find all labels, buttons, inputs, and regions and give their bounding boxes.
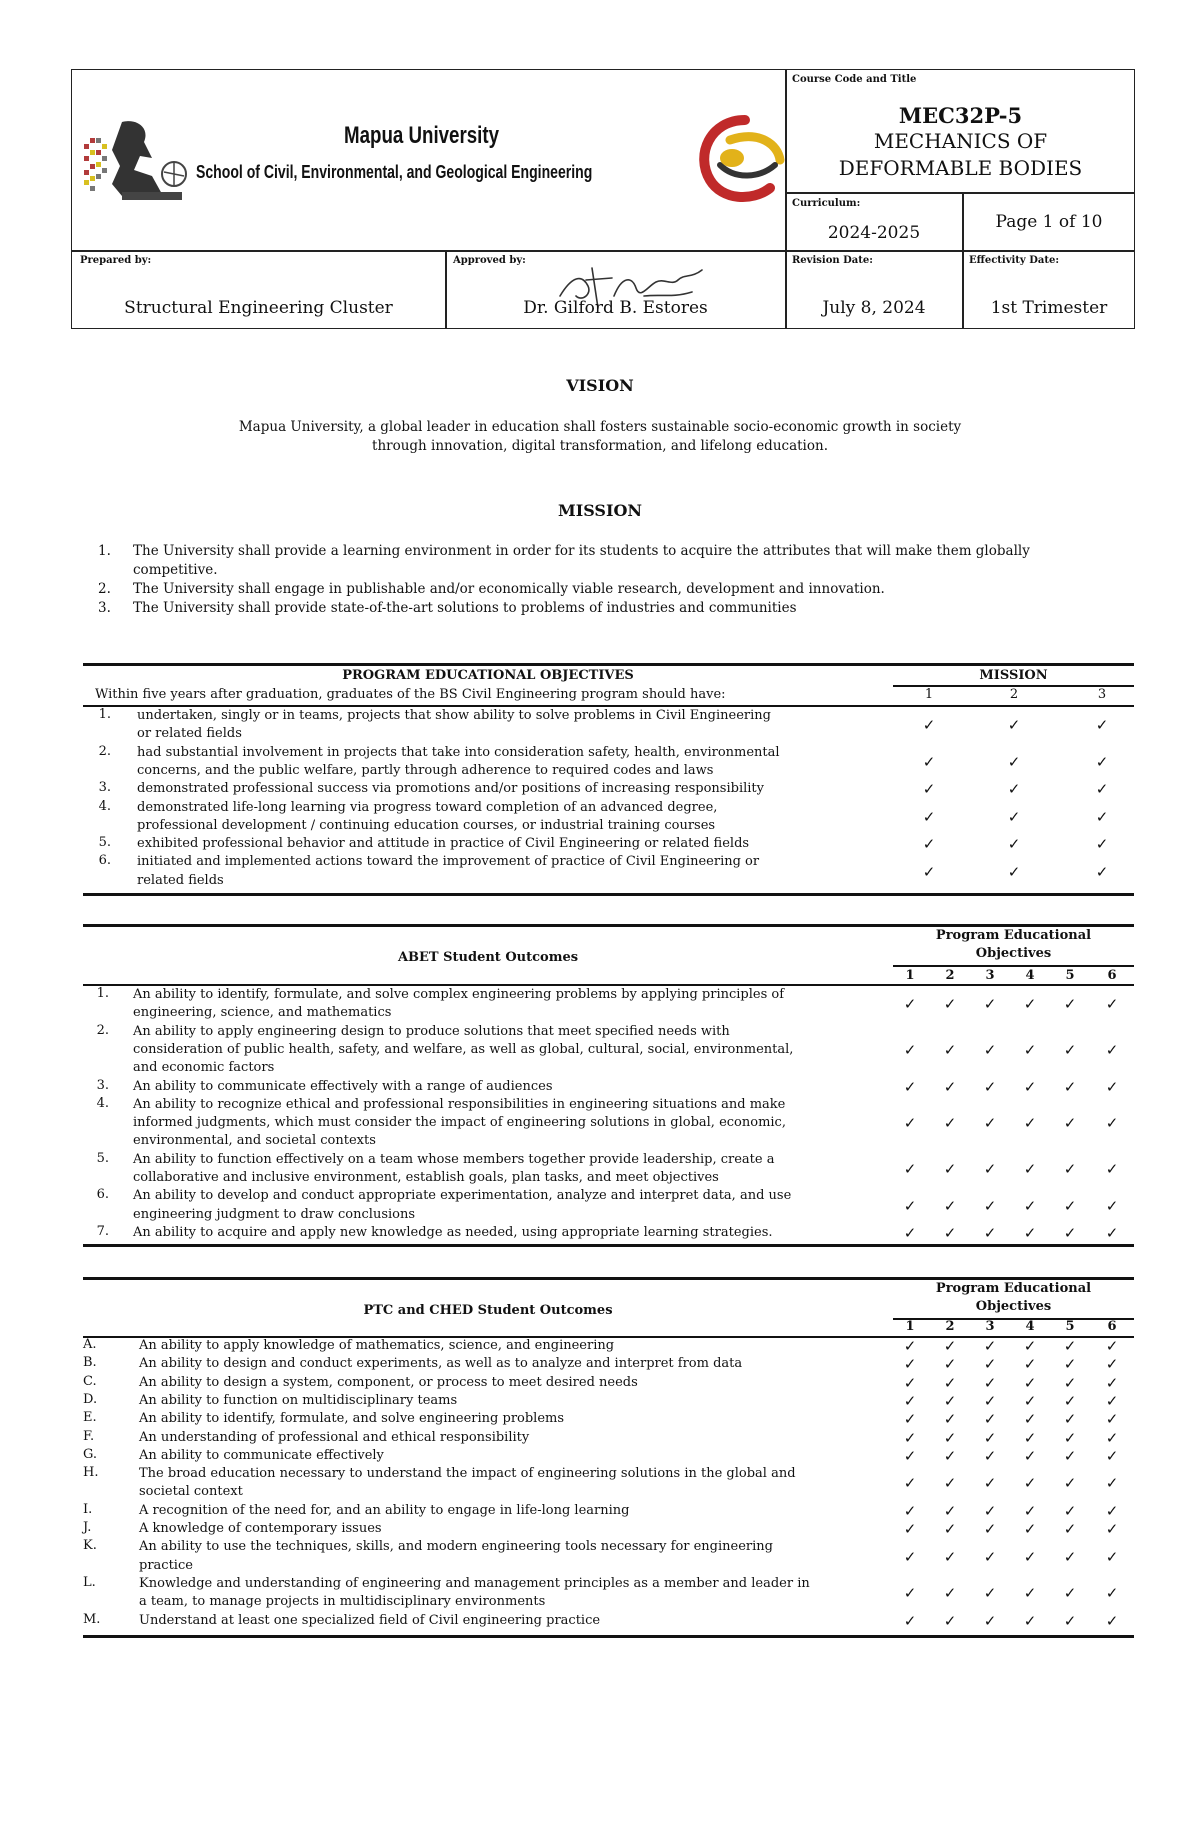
check-mark: ✓	[903, 1224, 917, 1243]
ptc-row-text: An ability to function on multidisciplinary teams	[139, 1392, 458, 1408]
check-mark: ✓	[922, 716, 936, 735]
check-mark: ✓	[1063, 1520, 1077, 1539]
ptc-row-number: B.	[83, 1355, 97, 1371]
check-mark: ✓	[1063, 1428, 1077, 1447]
vision-line1: Mapua University, a global leader in education shall fosters sustainable socio-economic growth in society	[238, 419, 962, 435]
check-mark: ✓	[903, 1160, 917, 1178]
ptc-col-6: 6	[1107, 1319, 1117, 1334]
check-mark: ✓	[1023, 1041, 1037, 1060]
abet-row-number: 7.	[96, 1223, 109, 1239]
check-mark: ✓	[922, 780, 936, 799]
check-mark: ✓	[903, 1520, 917, 1539]
abet-row-number: 2.	[96, 1022, 109, 1038]
check-mark: ✓	[1063, 1392, 1077, 1411]
ptc-col-1: 1	[905, 1319, 915, 1334]
ptc-row-number: A.	[83, 1337, 97, 1352]
check-mark: ✓	[922, 835, 936, 854]
check-mark: ✓	[983, 1611, 997, 1630]
check-mark: ✓	[1023, 1337, 1037, 1356]
check-mark: ✓	[903, 1373, 917, 1392]
check-mark: ✓	[922, 862, 936, 881]
check-mark: ✓	[1105, 1041, 1119, 1060]
approved-value: Dr. Gilford B. Estores	[523, 298, 708, 318]
check-mark: ✓	[1063, 1355, 1077, 1374]
check-mark: ✓	[983, 1373, 997, 1392]
check-mark: ✓	[1063, 1584, 1077, 1603]
check-mark: ✓	[1105, 1520, 1119, 1539]
ptc-row-number: G.	[83, 1446, 98, 1462]
check-mark: ✓	[943, 1611, 957, 1630]
check-mark: ✓	[983, 1224, 997, 1243]
school-name: School of Civil, Environmental, and Geological Engineering	[196, 162, 593, 182]
peo-row-text: related fields	[137, 872, 224, 888]
check-mark: ✓	[983, 1355, 997, 1374]
abet-row-number: 6.	[96, 1187, 109, 1203]
check-mark: ✓	[1023, 1392, 1037, 1411]
ptc-row-text: societal context	[139, 1484, 243, 1500]
curriculum-value: 2024-2025	[827, 223, 921, 243]
abet-row-text: An ability to identify, formulate, and solve complex engineering problems by applying principles of	[133, 987, 785, 1002]
check-mark: ✓	[1105, 1077, 1119, 1096]
check-mark: ✓	[1023, 1410, 1037, 1429]
check-mark: ✓	[1105, 1114, 1119, 1133]
ptc-row-text: An ability to communicate effectively	[139, 1447, 384, 1463]
abet-col-5: 5	[1065, 968, 1075, 983]
check-mark: ✓	[943, 1196, 957, 1215]
effectivity-value: 1st Trimester	[990, 298, 1108, 318]
ptc-row-number: L.	[83, 1574, 96, 1590]
peo-row-text: concerns, and the public welfare, partly through adherence to required codes and laws	[137, 762, 714, 778]
check-mark: ✓	[1095, 862, 1109, 881]
check-mark: ✓	[983, 1547, 997, 1566]
vision-line2: through innovation, digital transformation, and lifelong education.	[372, 438, 828, 454]
ptc-row-text: A knowledge of contemporary issues	[139, 1521, 382, 1536]
peo-mission-col-1: 1	[924, 687, 934, 702]
abet-col-3: 3	[985, 968, 995, 983]
ptc-col-4: 4	[1025, 1319, 1035, 1334]
ptc-row-text: practice	[139, 1557, 193, 1573]
check-mark: ✓	[1095, 807, 1109, 826]
check-mark: ✓	[1023, 1547, 1037, 1566]
check-mark: ✓	[983, 1501, 997, 1520]
check-mark: ✓	[943, 1077, 957, 1096]
check-mark: ✓	[1095, 780, 1109, 799]
check-mark: ✓	[903, 1584, 917, 1603]
ptc-peo-header-2: Objectives	[975, 1299, 1052, 1314]
check-mark: ✓	[1063, 1041, 1077, 1060]
check-mark: ✓	[943, 1410, 957, 1429]
check-mark: ✓	[1023, 1446, 1037, 1465]
check-mark: ✓	[1105, 1224, 1119, 1243]
check-mark: ✓	[943, 1041, 957, 1060]
check-mark: ✓	[1095, 835, 1109, 854]
peo-row-text: exhibited professional behavior and attitude in practice of Civil Engineering or related fields	[137, 836, 750, 852]
page-number: Page 1 of 10	[995, 212, 1103, 232]
vision-heading: VISION	[566, 376, 634, 395]
check-mark: ✓	[943, 1373, 957, 1392]
mission-heading: MISSION	[558, 501, 642, 520]
check-mark: ✓	[1105, 995, 1119, 1014]
ptc-row-number: D.	[83, 1391, 98, 1407]
check-mark: ✓	[1023, 1373, 1037, 1392]
effectivity-label: Effectivity Date:	[969, 255, 1060, 266]
mission-item: 3. The University shall provide state-of-the-art solutions to problems of industries and communities	[98, 600, 797, 616]
abet-row-text: An ability to recognize ethical and professional responsibilities in engineering situations and make	[133, 1096, 786, 1112]
ptc-title: PTC and CHED Student Outcomes	[363, 1303, 613, 1318]
check-mark: ✓	[943, 1446, 957, 1465]
check-mark: ✓	[1105, 1547, 1119, 1566]
check-mark: ✓	[1105, 1428, 1119, 1447]
ptc-row-text: A recognition of the need for, and an ability to engage in life-long learning	[139, 1502, 630, 1518]
check-mark: ✓	[1105, 1584, 1119, 1603]
check-mark: ✓	[1063, 1501, 1077, 1520]
revision-label: Revision Date:	[792, 255, 873, 266]
check-mark: ✓	[943, 1501, 957, 1520]
mission-item: 2. The University shall engage in publishable and/or economically viable research, development and innovation.	[98, 581, 885, 597]
abet-row-text: An ability to communicate effectively with a range of audiences	[133, 1078, 553, 1094]
swirl-emblem	[690, 110, 790, 206]
check-mark: ✓	[1063, 1160, 1077, 1178]
check-mark: ✓	[1023, 1224, 1037, 1243]
check-mark: ✓	[943, 1428, 957, 1447]
check-mark: ✓	[983, 1446, 997, 1465]
abet-row-number: 4.	[96, 1095, 109, 1111]
check-mark: ✓	[983, 1337, 997, 1356]
abet-row-text: consideration of public health, safety, and welfare, as well as global, cultural, social, environmental,	[133, 1041, 794, 1057]
check-mark: ✓	[1095, 716, 1109, 735]
check-mark: ✓	[1105, 1355, 1119, 1374]
check-mark: ✓	[1023, 1077, 1037, 1096]
check-mark: ✓	[1063, 1373, 1077, 1392]
check-mark: ✓	[1023, 1501, 1037, 1520]
check-mark: ✓	[983, 1041, 997, 1060]
check-mark: ✓	[1095, 752, 1109, 771]
check-mark: ✓	[983, 995, 997, 1014]
ptc-row-number: E.	[83, 1410, 97, 1426]
abet-col-4: 4	[1025, 968, 1035, 983]
abet-peo-header-1: Program Educational	[935, 928, 1092, 943]
check-mark: ✓	[903, 1114, 917, 1133]
approved-label: Approved by:	[453, 255, 526, 266]
check-mark: ✓	[1105, 1373, 1119, 1392]
peo-row-text: initiated and implemented actions toward the improvement of practice of Civil Engineering or	[137, 854, 760, 870]
ptc-table	[83, 1277, 1134, 1642]
check-mark: ✓	[1023, 1428, 1037, 1447]
check-mark: ✓	[903, 1392, 917, 1411]
check-mark: ✓	[1105, 1611, 1119, 1630]
check-mark: ✓	[943, 1337, 957, 1356]
check-mark: ✓	[1063, 1611, 1077, 1630]
check-mark: ✓	[922, 752, 936, 771]
check-mark: ✓	[903, 1410, 917, 1429]
check-mark: ✓	[943, 1520, 957, 1539]
check-mark: ✓	[1063, 995, 1077, 1014]
check-mark: ✓	[903, 1196, 917, 1215]
check-mark: ✓	[1105, 1446, 1119, 1465]
ptc-col-5: 5	[1065, 1319, 1075, 1334]
ptc-row-number: H.	[83, 1465, 99, 1481]
check-mark: ✓	[1063, 1410, 1077, 1429]
mission-item: 1. The University shall provide a learning environment in order for its students to acquire the attributes that will make them globally competitive.	[98, 543, 1030, 578]
peo-row-text: or related fields	[137, 726, 242, 742]
revision-value: July 8, 2024	[822, 298, 926, 318]
prepared-label: Prepared by:	[80, 255, 152, 266]
check-mark: ✓	[903, 1077, 917, 1096]
check-mark: ✓	[1105, 1474, 1119, 1493]
check-mark: ✓	[1063, 1337, 1077, 1356]
check-mark: ✓	[1007, 862, 1021, 881]
document-header	[71, 69, 1135, 329]
peo-row-text: undertaken, singly or in teams, projects that show ability to solve problems in Civil Engineering	[137, 708, 771, 723]
check-mark: ✓	[903, 1355, 917, 1374]
peo-table	[83, 663, 1134, 898]
check-mark: ✓	[903, 1337, 917, 1356]
abet-row-text: engineering judgment to draw conclusions	[133, 1206, 416, 1222]
check-mark: ✓	[1023, 1611, 1037, 1630]
check-mark: ✓	[1063, 1474, 1077, 1493]
check-mark: ✓	[1007, 716, 1021, 735]
check-mark: ✓	[1063, 1446, 1077, 1465]
ptc-row-number: M.	[83, 1611, 101, 1627]
check-mark: ✓	[983, 1410, 997, 1429]
peo-row-number: 5.	[98, 835, 111, 851]
ptc-row-number: K.	[83, 1538, 97, 1554]
peo-mission-header: MISSION	[979, 668, 1048, 683]
check-mark: ✓	[1105, 1160, 1119, 1178]
abet-row-text: engineering, science, and mathematics	[133, 1005, 392, 1021]
check-mark: ✓	[943, 1224, 957, 1243]
check-mark: ✓	[983, 1584, 997, 1603]
ptc-row-text: Understand at least one specialized field of Civil engineering practice	[139, 1612, 601, 1628]
check-mark: ✓	[903, 1041, 917, 1060]
ptc-row-text: An understanding of professional and ethical responsibility	[139, 1429, 530, 1445]
abet-table	[83, 924, 1134, 1249]
check-mark: ✓	[1023, 1196, 1037, 1215]
check-mark: ✓	[1007, 752, 1021, 771]
check-mark: ✓	[1007, 807, 1021, 826]
peo-row-text: demonstrated life-long learning via progress toward completion of an advanced degree,	[137, 799, 718, 815]
ptc-row-text: a team, to manage projects in multidisciplinary environments	[139, 1594, 546, 1610]
peo-row-number: 4.	[98, 798, 111, 814]
check-mark: ✓	[1105, 1196, 1119, 1215]
check-mark: ✓	[943, 995, 957, 1014]
check-mark: ✓	[1023, 1584, 1037, 1603]
check-mark: ✓	[903, 995, 917, 1014]
abet-row-number: 1.	[96, 986, 109, 1001]
peo-mission-col-2: 2	[1009, 687, 1019, 702]
check-mark: ✓	[1105, 1337, 1119, 1356]
peo-row-text: professional development / continuing education courses, or industrial training courses	[137, 817, 716, 833]
abet-title: ABET Student Outcomes	[397, 950, 579, 965]
ptc-row-text: An ability to identify, formulate, and solve engineering problems	[139, 1411, 565, 1427]
course-code-label: Course Code and Title	[792, 74, 917, 85]
course-code: MEC32P-5	[898, 103, 1023, 128]
abet-col-1: 1	[905, 968, 915, 983]
abet-peo-header-2: Objectives	[975, 946, 1052, 961]
check-mark: ✓	[1063, 1196, 1077, 1215]
abet-row-number: 3.	[96, 1077, 109, 1093]
check-mark: ✓	[1105, 1410, 1119, 1429]
check-mark: ✓	[1023, 1355, 1037, 1374]
check-mark: ✓	[903, 1446, 917, 1465]
check-mark: ✓	[1105, 1392, 1119, 1411]
ptc-col-3: 3	[985, 1319, 995, 1334]
check-mark: ✓	[983, 1196, 997, 1215]
peo-row-number: 2.	[98, 743, 111, 759]
check-mark: ✓	[983, 1077, 997, 1096]
check-mark: ✓	[943, 1355, 957, 1374]
check-mark: ✓	[1023, 1160, 1037, 1178]
check-mark: ✓	[983, 1428, 997, 1447]
abet-row-number: 5.	[96, 1150, 109, 1166]
check-mark: ✓	[922, 807, 936, 826]
ptc-col-2: 2	[945, 1319, 955, 1334]
check-mark: ✓	[1063, 1114, 1077, 1133]
university-logo	[82, 114, 192, 204]
peo-row-number: 3.	[98, 780, 111, 796]
peo-row-number: 6.	[98, 853, 111, 869]
ptc-row-number: F.	[83, 1428, 95, 1444]
abet-row-text: collaborative and inclusive environment, establish goals, plan tasks, and meet objectives	[133, 1170, 719, 1185]
ptc-row-text: An ability to design a system, component, or process to meet desired needs	[139, 1374, 638, 1390]
check-mark: ✓	[1023, 1520, 1037, 1539]
course-title-line1: MECHANICS OF	[873, 129, 1048, 153]
course-title-line2: DEFORMABLE BODIES	[838, 156, 1083, 180]
check-mark: ✓	[903, 1428, 917, 1447]
university-name: Mapua University	[344, 122, 500, 149]
check-mark: ✓	[983, 1520, 997, 1539]
check-mark: ✓	[903, 1611, 917, 1630]
check-mark: ✓	[943, 1584, 957, 1603]
check-mark: ✓	[943, 1474, 957, 1493]
check-mark: ✓	[943, 1392, 957, 1411]
check-mark: ✓	[943, 1547, 957, 1566]
ptc-row-text: Knowledge and understanding of engineering and management principles as a member and leader in	[139, 1575, 810, 1591]
abet-col-6: 6	[1107, 968, 1117, 983]
abet-col-2: 2	[945, 968, 955, 983]
abet-row-text: An ability to apply engineering design to produce solutions that meet specified needs with	[133, 1023, 730, 1039]
prepared-value: Structural Engineering Cluster	[124, 298, 393, 318]
peo-row-number: 1.	[98, 707, 111, 722]
abet-row-text: informed judgments, which must consider the impact of engineering solutions in global, economic,	[133, 1115, 786, 1131]
check-mark: ✓	[1105, 1501, 1119, 1520]
abet-row-text: and economic factors	[133, 1060, 275, 1076]
peo-title: PROGRAM EDUCATIONAL OBJECTIVES	[342, 668, 634, 683]
check-mark: ✓	[983, 1392, 997, 1411]
check-mark: ✓	[983, 1474, 997, 1493]
check-mark: ✓	[943, 1114, 957, 1133]
abet-row-text: An ability to acquire and apply new knowledge as needed, using appropriate learning strategies.	[133, 1224, 773, 1240]
check-mark: ✓	[1023, 995, 1037, 1014]
peo-row-text: demonstrated professional success via promotions and/or positions of increasing responsibility	[137, 781, 764, 797]
check-mark: ✓	[1007, 780, 1021, 799]
check-mark: ✓	[903, 1547, 917, 1566]
check-mark: ✓	[1023, 1114, 1037, 1133]
check-mark: ✓	[1023, 1474, 1037, 1493]
check-mark: ✓	[1063, 1077, 1077, 1096]
ptc-row-number: J.	[83, 1520, 92, 1535]
peo-mission-col-3: 3	[1097, 687, 1107, 702]
abet-row-text: environmental, and societal contexts	[133, 1133, 376, 1149]
ptc-row-text: An ability to apply knowledge of mathematics, science, and engineering	[139, 1338, 615, 1353]
peo-row-text: had substantial involvement in projects that take into consideration safety, health, environmental	[137, 744, 780, 760]
ptc-row-number: I.	[83, 1501, 93, 1517]
ptc-peo-header-1: Program Educational	[935, 1281, 1092, 1296]
check-mark: ✓	[943, 1160, 957, 1178]
abet-row-text: An ability to develop and conduct appropriate experimentation, analyze and interpret data, and use	[133, 1188, 792, 1204]
ptc-row-number: C.	[83, 1373, 97, 1389]
ptc-row-text: An ability to design and conduct experiments, as well as to analyze and interpret from data	[139, 1356, 743, 1372]
check-mark: ✓	[903, 1474, 917, 1493]
check-mark: ✓	[1063, 1547, 1077, 1566]
abet-row-text: An ability to function effectively on a team whose members together provide leadership, create a	[133, 1151, 775, 1167]
ptc-row-text: An ability to use the techniques, skills, and modern engineering tools necessary for engineering	[139, 1539, 773, 1555]
check-mark: ✓	[1007, 835, 1021, 854]
check-mark: ✓	[1063, 1224, 1077, 1243]
check-mark: ✓	[983, 1160, 997, 1178]
mission-list	[98, 542, 1108, 618]
check-mark: ✓	[983, 1114, 997, 1133]
check-mark: ✓	[903, 1501, 917, 1520]
curriculum-label: Curriculum:	[792, 198, 861, 209]
peo-subtitle: Within five years after graduation, graduates of the BS Civil Engineering program should have:	[95, 687, 726, 702]
ptc-row-text: The broad education necessary to understand the impact of engineering solutions in the global and	[139, 1466, 796, 1482]
